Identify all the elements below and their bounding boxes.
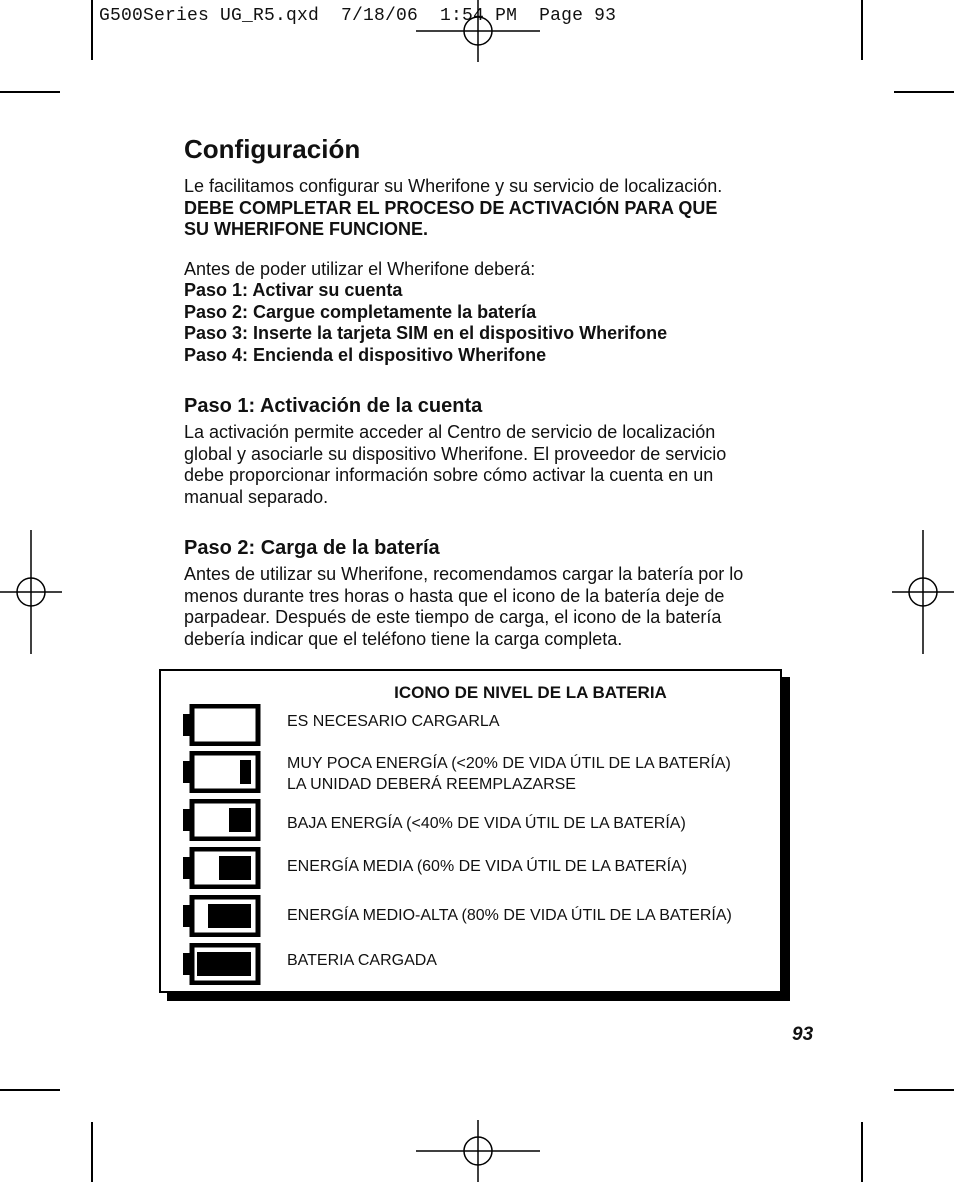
battery-fill — [197, 952, 251, 976]
page-content — [184, 134, 824, 650]
battery-level-text: BAJA ENERGÍA (<40% DE VIDA ÚTIL DE LA BATERÍA) — [287, 815, 686, 832]
battery-level-text: MUY POCA ENERGÍA (<20% DE VIDA ÚTIL DE LA BATERÍA) — [287, 755, 731, 772]
warning-line-1: DEBE COMPLETAR EL PROCESO DE ACTIVACIÓN PARA QUE — [184, 197, 718, 218]
battery-table-title: ICONO DE NIVEL DE LA BATERIA — [394, 683, 667, 702]
battery-level-icon — [183, 799, 261, 841]
battery-level-label — [287, 950, 437, 971]
battery-level-label — [287, 711, 500, 732]
before-text: Antes de poder utilizar el Wherifone deberá: — [184, 258, 536, 279]
crop-mark — [861, 0, 863, 60]
battery-fill — [240, 760, 251, 784]
step-item: Paso 4: Encienda el dispositivo Wherifone — [184, 344, 547, 365]
step-item: Paso 2: Cargue completamente la batería — [184, 301, 537, 322]
page-number: 93 — [792, 1024, 814, 1045]
step1-text-line: debe proporcionar información sobre cómo activar la cuenta en un — [184, 465, 714, 485]
battery-level-icon — [183, 943, 261, 985]
battery-level-icon — [183, 895, 261, 937]
step1-text-line: La activación permite acceder al Centro de servicio de localización — [184, 422, 716, 442]
crop-mark — [0, 1089, 60, 1091]
battery-level-icon — [183, 704, 261, 746]
registration-mark-top — [416, 0, 540, 62]
registration-mark-right — [892, 530, 954, 654]
battery-level-label — [287, 905, 732, 926]
battery-fill — [219, 856, 251, 880]
battery-level-text: ENERGÍA MEDIO-ALTA (80% DE VIDA ÚTIL DE LA BATERÍA) — [287, 907, 732, 924]
battery-level-text: ES NECESARIO CARGARLA — [287, 713, 500, 730]
battery-level-text: ENERGÍA MEDIA (60% DE VIDA ÚTIL DE LA BATERÍA) — [287, 858, 688, 875]
battery-level-label — [287, 813, 686, 834]
print-header: G500Series UG_R5.qxd 7/18/06 1:54 PM Page 93 — [99, 6, 617, 26]
step-item: Paso 3: Inserte la tarjeta SIM en el dispositivo Wherifone — [184, 323, 668, 343]
battery-level-label — [287, 753, 731, 795]
battery-table — [159, 669, 782, 993]
battery-level-label — [287, 856, 687, 877]
intro-text: Le facilitamos configurar su Wherifone y su servicio de localización. — [184, 176, 723, 196]
battery-level-text: LA UNIDAD DEBERÁ REEMPLAZARSE — [287, 776, 576, 793]
step2-text-line: menos durante tres horas o hasta que el icono de la batería deje de — [184, 585, 725, 606]
page-title: Configuración — [184, 134, 361, 164]
warning-line-2: SU WHERIFONE FUNCIONE. — [184, 219, 429, 239]
crop-mark — [91, 0, 93, 60]
crop-mark — [894, 91, 954, 93]
step2-heading: Paso 2: Carga de la batería — [184, 537, 440, 559]
battery-level-icon — [183, 751, 261, 793]
step1-text-line: manual separado. — [184, 486, 329, 507]
battery-fill — [229, 808, 251, 832]
registration-mark-bottom — [416, 1120, 540, 1182]
battery-level-text: BATERIA CARGADA — [287, 952, 437, 969]
step2-text-line: debería indicar que el teléfono tiene la carga completa. — [184, 628, 623, 649]
crop-mark — [894, 1089, 954, 1091]
battery-fill — [208, 904, 251, 928]
registration-mark-left — [0, 530, 62, 654]
step1-heading: Paso 1: Activación de la cuenta — [184, 395, 483, 417]
crop-mark — [861, 1122, 863, 1182]
step2-text-line: parpadear. Después de este tiempo de carga, el icono de la batería — [184, 607, 722, 627]
step1-text-line: global y asociarle su dispositivo Wherifone. El proveedor de servicio — [184, 443, 727, 464]
step2-text-line: Antes de utilizar su Wherifone, recomendamos cargar la batería por lo — [184, 564, 744, 584]
crop-mark — [0, 91, 60, 93]
step-item: Paso 1: Activar su cuenta — [184, 280, 403, 300]
crop-mark — [91, 1122, 93, 1182]
battery-level-icon — [183, 847, 261, 889]
